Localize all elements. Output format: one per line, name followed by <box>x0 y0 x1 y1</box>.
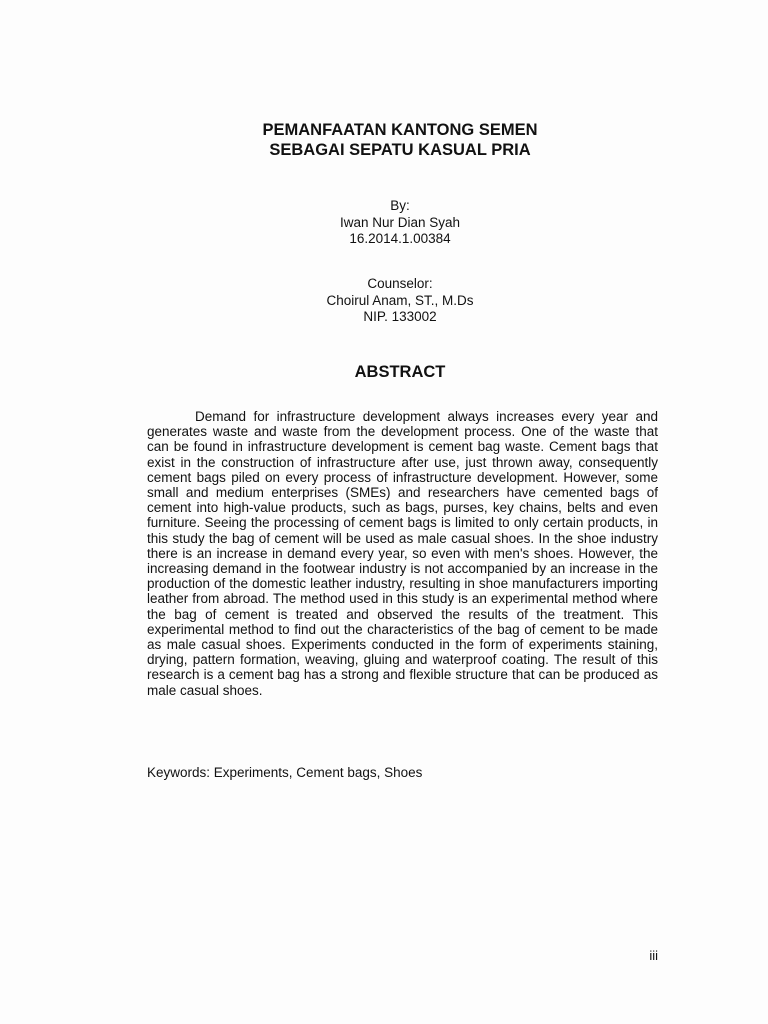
counselor-nip: NIP. 133002 <box>363 309 437 324</box>
title-line-1: PEMANFAATAN KANTONG SEMEN <box>262 121 538 139</box>
author-name: Iwan Nur Dian Syah <box>339 214 461 230</box>
abstract-heading: ABSTRACT <box>354 363 446 381</box>
title-line-2: SEBAGAI SEPATU KASUAL PRIA <box>269 141 531 159</box>
author-label: By: <box>390 198 410 213</box>
document-title <box>0 120 768 160</box>
author-block <box>0 198 768 248</box>
keywords: Keywords: Experiments, Cement bags, Shoes <box>147 765 423 780</box>
abstract-body: Demand for infrastructure development always increases every year and generates waste and waste from the development process. One of the waste that can be found in infrastructure development is cement bag waste. Cement bags that exist in the construction of infrastructure after use, just thrown away, consequently cement bags piled on every process of infrastructure development. However, some small and medium enterprises (SMEs) and researchers have cemented bags of cement into high-value products, such as bags, purses, key chains, belts and even furniture. Seeing the processing of cement bags is limited to only certain products, in this study the bag of cement will be used as male casual shoes. In the shoe industry there is an increase in demand every year, so even with men's shoes. However, the increasing demand in the footwear industry is not accompanied by an increase in the production of the domestic leather industry, resulting in shoe manufacturers importing leather from abroad. The method used in this study is an experimental method where the bag of cement is treated and observed the results of the treatment. This experimental method to find out the characteristics of the bag of cement to be made as male casual shoes. Experiments conducted in the form of experiments staining, drying, pattern formation, weaving, gluing and waterproof coating. The result of this research is a cement bag has a strong and flexible structure that can be produced as male casual shoes. <box>147 409 658 698</box>
author-id: 16.2014.1.00384 <box>349 231 451 246</box>
counselor-block <box>0 276 768 326</box>
page-number: iii <box>649 948 658 963</box>
counselor-name: Choirul Anam, ST., M.Ds <box>326 292 474 308</box>
counselor-label: Counselor: <box>367 276 433 291</box>
